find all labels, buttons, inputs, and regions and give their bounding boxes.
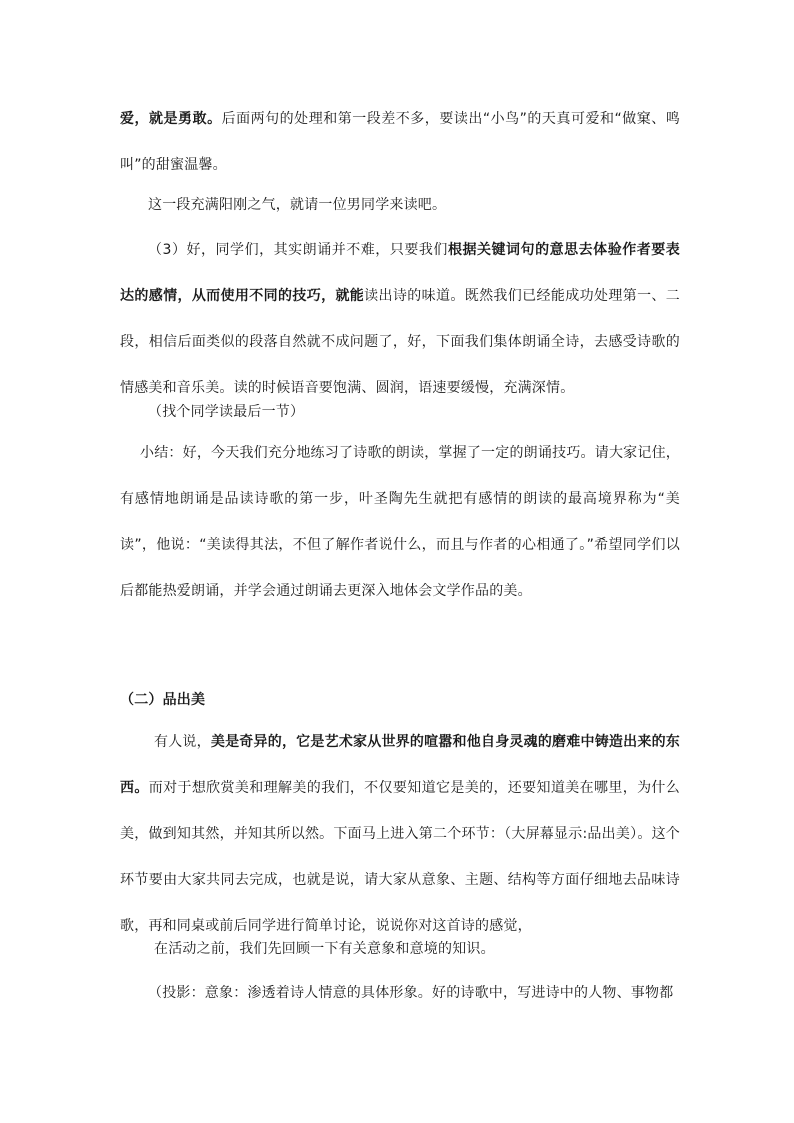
paragraph-8 [120,970,680,1016]
paragraph-text: 有人说， [154,734,211,750]
paragraph-1 [120,96,680,188]
paragraph-4 [120,389,680,435]
paragraph-6 [120,719,680,949]
paragraph-text: 读出诗的味道。既然我们已经能成功处理第一、二段，相信后面类似的段落自然就不成问题了，好，下面我们集体朗诵全诗，去感受诗歌的情感美和音乐美。读的时候语音要饱满、圆润，语速要缓慢，充满深情。 [120,288,680,396]
paragraph-text: 在活动之前，我们先回顾一下有关意象和意境的知识。 [154,941,495,957]
bold-phrase: 爱，就是勇敢。 [120,111,222,127]
section-heading [120,677,680,723]
paragraph-2 [120,182,680,228]
paragraph-text: 这一段充满阳刚之气，就请一位男同学来读吧。 [148,197,447,213]
paragraph-text: 而对于想欣赏美和理解美的我们，不仅要知道它是美的，还要知道美在哪里，为什么美，做到知其然，并知其所以然。下面马上进入第二个环节：（大屏幕显示:品出美）。这个环节要由大家共同去完成，也就是说，请大家从意象、主题、结构等方面仔细地去品味诗歌，再和同桌或前后同学进行简单讨论，说说你对这首诗的感觉， [120,780,680,934]
paragraph-text: （3）好，同学们，其实朗诵并不难，只要我们 [148,242,448,258]
paragraph-text: 小结：好，今天我们充分地练习了诗歌的朗读，掌握了一定的朗诵技巧。请大家记住，有感情地朗诵是品读诗歌的第一步，叶圣陶先生就把有感情的朗读的最高境界称为“美读”，他说：“美读得其法，不但了解作者说什么，而且与作者的心相通了。”希望同学们以后都能热爱朗诵，并学会通过朗诵去更深入地体会文学作品的美。 [120,445,680,599]
bold-phrase: 根据关键词句的意思去体验作者要表达的感情，从而使用不同的技巧，就能 [120,242,681,304]
paragraph-summary [120,430,680,614]
paragraph-7 [120,926,680,972]
paragraph-text: （投影：意象：渗透着诗人情意的具体形象。好的诗歌中，写进诗中的人物、事物都 [148,985,674,1001]
bold-phrase: 美是奇异的，它是艺术家从世界的喧嚣和他自身灵魂的磨难中铸造出来的东西。 [120,734,680,796]
paragraph-3 [120,227,680,411]
paragraph-text: 后面两句的处理和第一段差不多，要读出“小鸟”的天真可爱和“做窠、鸣叫”的甜蜜温馨。 [120,111,681,173]
section-heading-text: （二）品出美 [120,692,206,708]
paragraph-text: （找个同学读最后一节） [148,404,305,420]
